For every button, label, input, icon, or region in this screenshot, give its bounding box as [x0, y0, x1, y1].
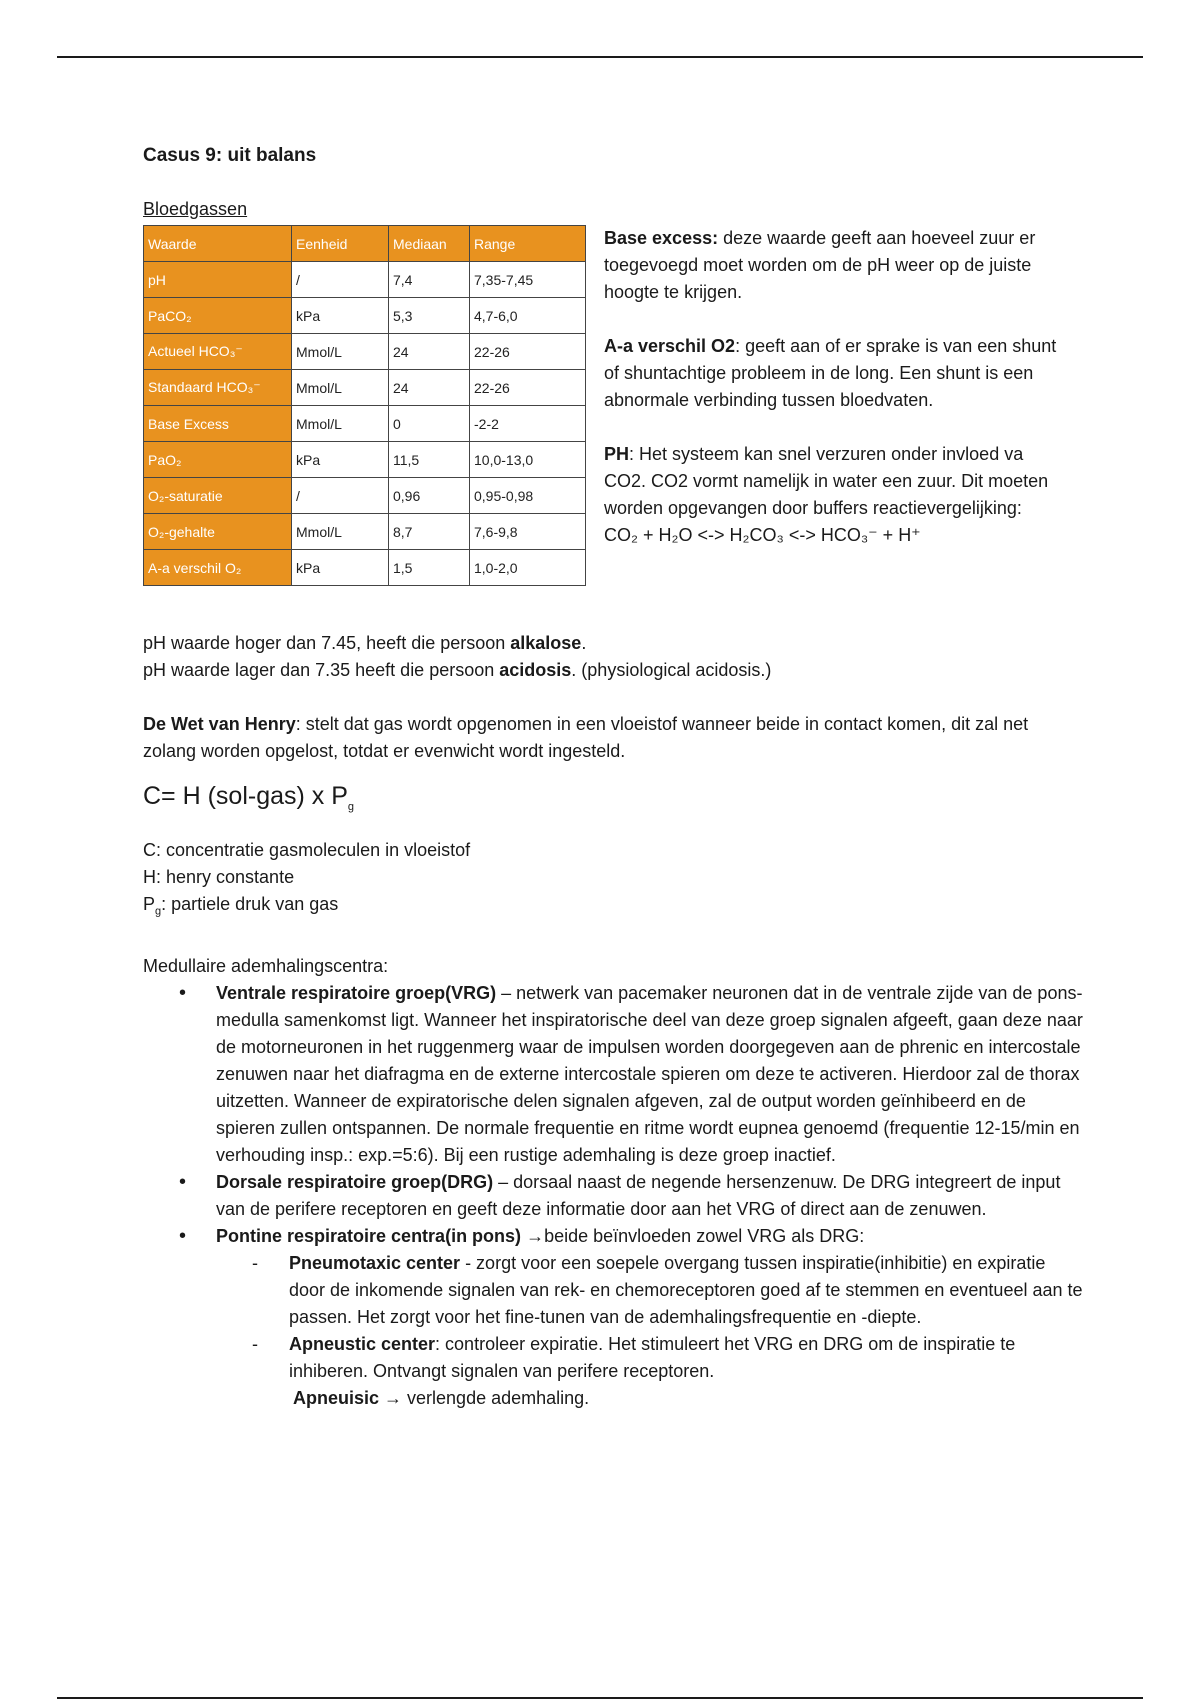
acidosis-term: acidosis — [499, 660, 572, 680]
row-median: 24 — [389, 334, 470, 370]
page-title: Casus 9: uit balans — [143, 145, 317, 166]
row-name: pH — [144, 262, 292, 298]
medullaire-heading: Medullaire ademhalingscentra: — [143, 955, 389, 976]
ph-low-post: . (physiological acidosis.) — [571, 660, 772, 680]
row-name: Base Excess — [144, 406, 292, 442]
row-median: 7,4 — [389, 262, 470, 298]
centra-list — [143, 980, 1083, 1412]
row-name: O₂-gehalte — [144, 514, 292, 550]
pneumotaxic-text: - zorgt voor een soepele overgang tussen inspiratie(inhibitie) en expiratie door de inkomende signalen van rek- en chemoreceptoren goed af te stemmen en eventueel aan te passen. Het zorgt voor het fine-tunen van de ademhalingsfrequentie en -diepte. — [289, 1252, 1083, 1327]
aa-note — [604, 333, 1064, 414]
def-p-pre: P — [143, 894, 156, 914]
row-name: PaO₂ — [144, 442, 292, 478]
row-range: -2-2 — [470, 406, 586, 442]
henry-text: : stelt dat gas wordt opgenomen in een vloeistof wanneer beide in contact komen, dit zal net zolang worden opgelost, totdat er evenwicht wordt ingesteld. — [143, 714, 1029, 761]
table-row — [144, 262, 586, 298]
row-median: 5,3 — [389, 298, 470, 334]
row-name: O₂-saturatie — [144, 478, 292, 514]
ph-text: : Het systeem kan snel verzuren onder invloed va CO2. CO2 vormt namelijk in water een zuur. Dit moeten worden opgevangen door buffers reactievergelijking: — [604, 444, 1049, 518]
def-c: C: concentratie gasmoleculen in vloeistof — [143, 840, 471, 860]
row-unit: kPa — [292, 442, 389, 478]
base-excess-note — [604, 225, 1064, 306]
row-name: Standaard HCO₃⁻ — [144, 370, 292, 406]
ph-high-post: . — [581, 633, 587, 653]
base-excess-text: deze waarde geeft aan hoeveel zuur er toegevoegd moet worden om de pH weer op de juiste hoogte te krijgen. — [604, 228, 1036, 302]
table-row — [144, 370, 586, 406]
aa-term: A-a verschil O2 — [604, 336, 736, 356]
row-median: 1,5 — [389, 550, 470, 586]
ph-low-line — [143, 657, 1083, 684]
row-median: 0 — [389, 406, 470, 442]
row-range: 10,0-13,0 — [470, 442, 586, 478]
sublist-item-pneumotaxic — [216, 1250, 1083, 1331]
drg-text: – dorsaal naast de negende hersenzenuw. De DRG integreert de input van de perifere receptoren en geeft deze informatie door aan het VRG of direct aan de zenuwen. — [216, 1171, 1061, 1219]
pontine-text: →beide beïnvloeden zowel VRG als DRG: — [521, 1225, 865, 1246]
henry-formula — [143, 779, 1083, 824]
row-name: A-a verschil O₂ — [144, 550, 292, 586]
reaction-equation: CO₂ + H₂O <-> H₂CO₃ <-> HCO₃⁻ + H⁺ — [604, 525, 921, 545]
row-median: 24 — [389, 370, 470, 406]
vrg-text: – netwerk van pacemaker neuronen dat in de ventrale zijde van de pons-medulla samenkomst ligt. Wanneer het inspiratorische deel van deze groep signalen afgeeft, gaan deze naar de motorneuronen in het ruggenmerg waar de impulsen worden doorgegeven aan de phrenic en intercostale zenuwen naar het diafragma en de externe intercostale spieren om deze te activeren. Hierdoor zal de thorax uitzetten. Wanneer de expiratorische delen signalen afgeven, zal de output worden geïnhibeerd en de spieren zullen ontspannen. De normale frequentie en ritme wordt eupnea genoemd (frequentie 12-15/min en verhouding insp.: exp.=5:6). Bij een rustige ademhaling is deze groep inactief. — [216, 982, 1083, 1165]
pontine-sublist — [216, 1250, 1083, 1385]
header-mediaan: Mediaan — [389, 226, 470, 262]
ph-high-pre: pH waarde hoger dan 7.45, heeft die persoon — [143, 633, 511, 653]
ph-low-pre: pH waarde lager dan 7.35 heeft die persoon — [143, 660, 500, 680]
side-notes — [604, 225, 1064, 549]
row-range: 7,35-7,45 — [470, 262, 586, 298]
table-row — [144, 550, 586, 586]
list-item-pontine — [143, 1223, 1083, 1412]
row-unit: Mmol/L — [292, 370, 389, 406]
base-excess-term: Base excess: — [604, 228, 719, 248]
apneuisic-term: Apneuisic — [293, 1387, 380, 1408]
row-range: 4,7-6,0 — [470, 298, 586, 334]
formula-main: C= H (sol-gas) x P — [143, 782, 348, 810]
def-p-post: : partiele druk van gas — [161, 894, 339, 914]
row-median: 8,7 — [389, 514, 470, 550]
table-row — [144, 298, 586, 334]
pneumotaxic-term: Pneumotaxic center — [289, 1252, 461, 1273]
apneustic-text: : controleer expiratie. Het stimuleert het VRG en DRG om de inspiratie te inhiberen. Ontvangt signalen van perifere receptoren. — [289, 1333, 1016, 1381]
row-unit: / — [292, 478, 389, 514]
row-unit: Mmol/L — [292, 406, 389, 442]
footer-rule — [57, 1697, 1143, 1699]
apneuisic-text: → verlengde ademhaling. — [379, 1387, 590, 1408]
row-name: Actueel HCO₃⁻ — [144, 334, 292, 370]
list-item-vrg — [143, 980, 1083, 1169]
main-body — [143, 630, 1083, 1412]
row-range: 0,95-0,98 — [470, 478, 586, 514]
pontine-term: Pontine respiratoire centra(in pons) — [216, 1225, 522, 1246]
def-p — [143, 891, 1083, 926]
row-unit: kPa — [292, 550, 389, 586]
drg-term: Dorsale respiratoire groep(DRG) — [216, 1171, 494, 1192]
table-caption: Bloedgassen — [143, 199, 248, 219]
table-header-row — [144, 226, 586, 262]
list-item-drg — [143, 1169, 1083, 1223]
table-row — [144, 334, 586, 370]
henry-paragraph — [143, 711, 1083, 765]
row-name: PaCO₂ — [144, 298, 292, 334]
apneuisic-line — [216, 1385, 1083, 1412]
row-range: 1,0-2,0 — [470, 550, 586, 586]
row-range: 22-26 — [470, 334, 586, 370]
aa-text: : geeft aan of er sprake is van een shunt of shuntachtige probleem in de long. Een shunt is een abnormale verbinding tussen bloedvaten. — [604, 336, 1057, 410]
table-row — [144, 478, 586, 514]
header-range: Range — [470, 226, 586, 262]
header-rule — [57, 56, 1143, 58]
def-h: H: henry constante — [143, 867, 295, 887]
def-p-sub: g — [155, 905, 162, 918]
table-row — [144, 514, 586, 550]
sublist-item-apneustic — [216, 1331, 1083, 1385]
row-range: 22-26 — [470, 370, 586, 406]
ph-high-line — [143, 630, 1083, 657]
header-waarde: Waarde — [144, 226, 292, 262]
row-unit: Mmol/L — [292, 334, 389, 370]
henry-term: De Wet van Henry — [143, 714, 296, 734]
bloedgassen-table — [143, 225, 586, 586]
alkalose-term: alkalose — [510, 633, 582, 653]
row-median: 11,5 — [389, 442, 470, 478]
row-range: 7,6-9,8 — [470, 514, 586, 550]
row-unit: / — [292, 262, 389, 298]
spacer — [143, 684, 1083, 711]
spacer — [143, 926, 1083, 953]
formula-sub: g — [347, 801, 355, 813]
apneustic-term: Apneustic center — [289, 1333, 436, 1354]
table-row — [144, 406, 586, 442]
row-median: 0,96 — [389, 478, 470, 514]
row-unit: Mmol/L — [292, 514, 389, 550]
ph-note — [604, 441, 1064, 549]
vrg-term: Ventrale respiratoire groep(VRG) — [216, 982, 497, 1003]
table-row — [144, 442, 586, 478]
row-unit: kPa — [292, 298, 389, 334]
ph-term: PH — [604, 444, 630, 464]
header-eenheid: Eenheid — [292, 226, 389, 262]
